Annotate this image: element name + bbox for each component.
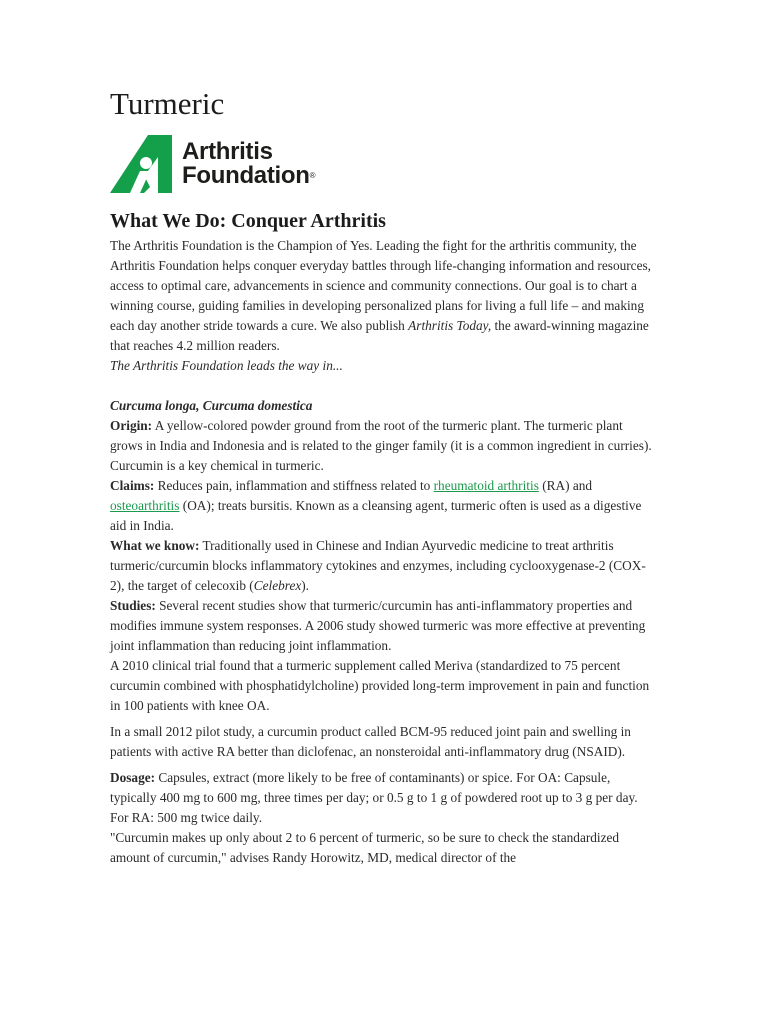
document-page — [110, 84, 658, 868]
logo-line-1: Arthritis — [182, 138, 273, 165]
section-heading: What We Do: Conquer Arthritis — [110, 210, 386, 232]
dosage-text: Capsules, extract (more likely to be free of contaminants) or spice. For OA: Capsule, typically 400 mg to 600 mg, three times per day; or 0.5 g to 1 g of powdered root up to 3 g per day. For RA: 500 mg twice daily. — [110, 770, 638, 825]
registered-mark: ® — [309, 171, 316, 180]
quote-paragraph: "Curcumin makes up only about 2 to 6 percent of turmeric, so be sure to check the standardized amount of curcumin," advises Randy Horowitz, MD, medical director of the — [110, 830, 620, 865]
studies-label: Studies: — [110, 598, 156, 613]
studies-text: Several recent studies show that turmeric/curcumin has anti-inflammatory properties and modifies immune system responses. A 2006 study showed turmeric was more effective at preventing joint inflammation than reducing joint inflammation. — [110, 598, 646, 653]
botanical-names-text: Curcuma longa, Curcuma domestica — [110, 398, 313, 413]
pilot-2012-paragraph: In a small 2012 pilot study, a curcumin product called BCM-95 reduced joint pain and swelling in patients with active RA better than diclofenac, an nonsteroidal anti-inflammatory drug (NSAID). — [110, 724, 631, 759]
studies-paragraph — [110, 596, 658, 656]
tagline — [110, 356, 658, 376]
page-title: Turmeric — [110, 86, 225, 121]
logo-wordmark — [182, 140, 315, 188]
intro-text-1: The Arthritis Foundation is the Champion of Yes. Leading the fight for the arthritis community, the Arthritis Foundation helps conquer everyday battles through life-changing information and resources, access to optimal care, advancements in science and community connections. Our goal is to chart a winning course, guiding families in developing personalized plans for living a full life – and making each day another stride towards a cure. We also publish — [110, 238, 651, 333]
what-we-know-text-1: Traditionally used in Chinese and Indian Ayurvedic medicine to treat arthritis turmeric/curcumin blocks inflammatory cytokines and enzymes, including cyclooxygenase-2 (COX-2), the target of celecoxib ( — [110, 538, 646, 593]
trial-2010-paragraph: A 2010 clinical trial found that a turmeric supplement called Meriva (standardized to 75 percent curcumin combined with phosphatidylcholine) provided long-term improvement in pain and function in 100 patients with knee OA. — [110, 658, 650, 713]
osteoarthritis-link[interactable]: osteoarthritis — [110, 498, 180, 513]
claims-text-1: Reduces pain, inflammation and stiffness related to — [154, 478, 434, 493]
botanical-names — [110, 396, 658, 416]
intro-paragraph — [110, 236, 658, 356]
dosage-label: Dosage: — [110, 770, 156, 785]
what-we-know-label: What we know: — [110, 538, 200, 553]
what-we-know-text-2: ). — [301, 578, 310, 593]
dosage-paragraph — [110, 768, 658, 828]
arthritis-foundation-logo-icon — [110, 135, 172, 193]
rheumatoid-arthritis-link[interactable]: rheumatoid arthritis — [433, 478, 539, 493]
drug-name: Celebrex — [253, 578, 302, 593]
tagline-text: The Arthritis Foundation leads the way in... — [110, 358, 343, 373]
claims-text-3: (OA); treats bursitis. Known as a cleansing agent, turmeric often is used as a digestive aid in India. — [110, 498, 642, 533]
claims-paragraph — [110, 476, 658, 536]
origin-text: A yellow-colored powder ground from the root of the turmeric plant. The turmeric plant grows in India and Indonesia and is related to the ginger family (it is a common ingredient in curries). Curcumin is a key chemical in turmeric. — [110, 418, 652, 473]
origin-paragraph — [110, 416, 658, 476]
publication-name: Arthritis Today, — [408, 318, 492, 333]
logo-line-2: Foundation — [182, 162, 310, 189]
what-we-know-paragraph — [110, 536, 658, 596]
claims-label: Claims: — [110, 478, 155, 493]
claims-text-2: (RA) and — [538, 478, 593, 493]
arthritis-foundation-logo — [110, 134, 658, 194]
intro-text-2: the award-winning magazine that reaches 4.2 million readers. — [110, 318, 649, 353]
origin-label: Origin: — [110, 418, 153, 433]
